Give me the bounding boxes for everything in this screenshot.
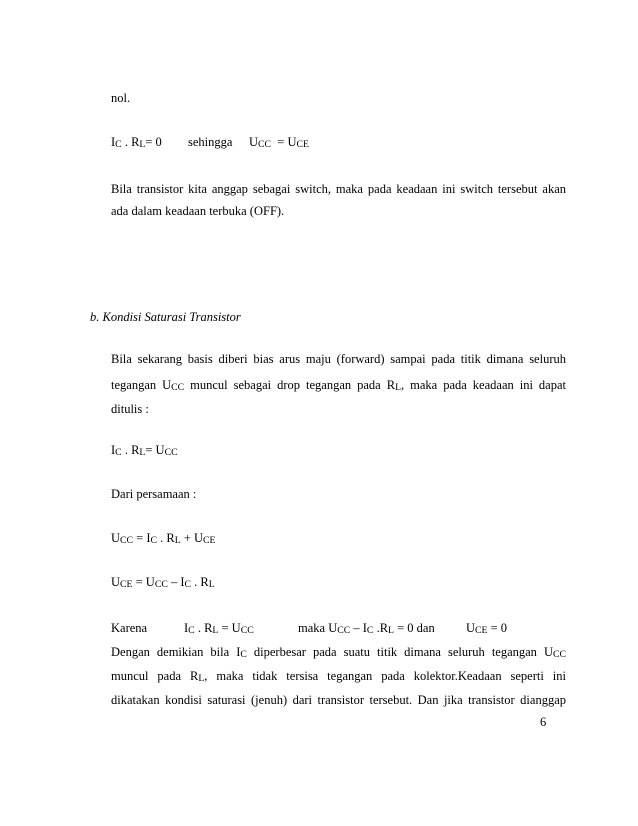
final-paragraph-line-1: Dengan demikian bila IC diperbesar pada suatu titik dimana seluruh tegangan UCC <box>111 645 567 660</box>
equation-ucc-uce: UCC = UCE <box>249 135 309 150</box>
final-paragraph-line-2: muncul pada RL, maka tidak tersisa tegangan pada kolektor.Keadaan seperti ini <box>111 669 566 684</box>
page-number: 6 <box>540 715 547 729</box>
equation-uce-difference: UCE = UCC – IC . RL <box>111 575 215 590</box>
saturation-paragraph-line-1: Bila sekarang basis diberi bias arus maju (forward) sampai pada titik dimana seluruh <box>111 352 566 366</box>
equation-maka-condition: maka UCC – IC .RL = 0 dan <box>298 621 435 636</box>
equation-ic-rl-zero: IC . RL= 0 <box>111 135 162 150</box>
final-paragraph-line-3: dikatakan kondisi saturasi (jenuh) dari transistor tersebut. Dan jika transistor dianggap <box>111 693 566 707</box>
equation-ic-rl-ucc: IC . RL= UCC <box>111 443 178 458</box>
switch-paragraph-line-1: Bila transistor kita anggap sebagai switch, maka pada keadaan ini switch tersebut akan <box>111 182 566 196</box>
equation-uce-zero: UCE = 0 <box>466 621 508 636</box>
word-karena: Karena <box>111 621 148 635</box>
from-equation-label: Dari persamaan : <box>111 487 197 501</box>
paragraph-end: nol. <box>111 91 131 105</box>
saturation-paragraph-line-2: tegangan UCC muncul sebagai drop tegangan pada RL, maka pada keadaan ini dapat <box>111 378 566 393</box>
saturation-paragraph-line-3: ditulis : <box>111 402 149 416</box>
section-heading: b. Kondisi Saturasi Transistor <box>90 310 241 324</box>
switch-paragraph-line-2: ada dalam keadaan terbuka (OFF). <box>111 204 285 218</box>
equation-ucc-sum: UCC = IC . RL + UCE <box>111 531 216 546</box>
word-sehingga: sehingga <box>188 135 233 149</box>
equation-karena-condition: IC . RL = UCC <box>184 621 254 636</box>
